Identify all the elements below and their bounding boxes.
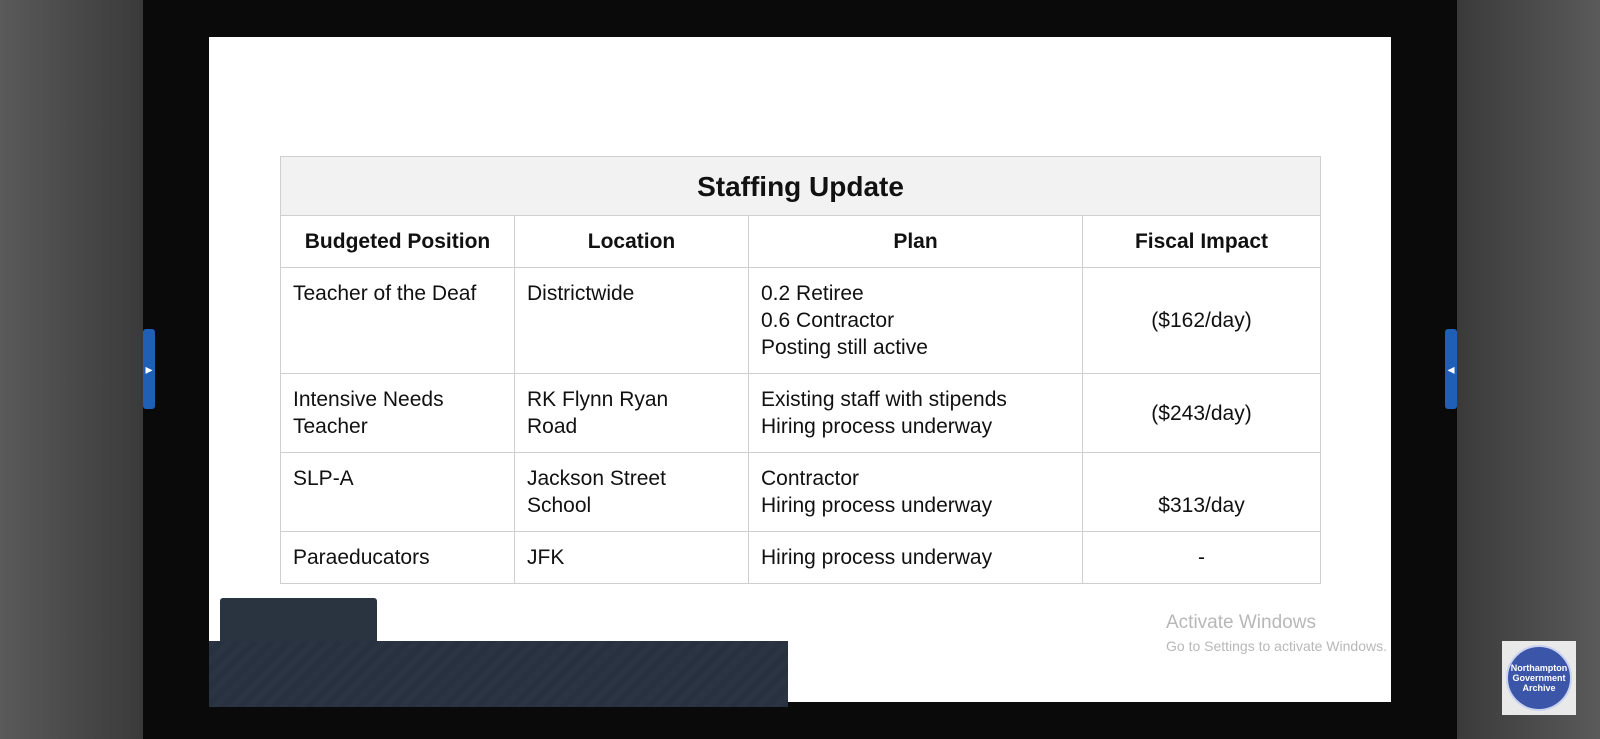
cell-line: School xyxy=(527,494,592,517)
cell-line: Teacher of the Deaf xyxy=(293,282,477,305)
fiscal-cell xyxy=(1083,374,1321,453)
position-cell xyxy=(281,374,515,453)
plan-cell xyxy=(749,532,1083,584)
fiscal-cell xyxy=(1083,268,1321,374)
logo-line: Archive xyxy=(1522,683,1556,693)
position-cell xyxy=(281,532,515,584)
header-budgeted-position: Budgeted Position xyxy=(281,216,515,268)
cell-line: RK Flynn Ryan xyxy=(527,388,669,411)
prev-slide-button[interactable] xyxy=(143,329,155,409)
cell-line: Road xyxy=(527,415,578,438)
right-backdrop xyxy=(1457,0,1600,739)
logo-line: Government xyxy=(1512,673,1566,683)
cell-line: ($243/day) xyxy=(1151,401,1252,425)
location-cell xyxy=(515,268,749,374)
cell-line: JFK xyxy=(527,546,565,569)
header-row xyxy=(281,216,1321,268)
cell-line: Districtwide xyxy=(527,282,635,305)
fiscal-cell xyxy=(1083,532,1321,584)
logo-line: Northampton xyxy=(1510,663,1568,673)
caption-tab xyxy=(220,598,377,643)
table-row xyxy=(281,453,1321,532)
cell-line: SLP-A xyxy=(293,467,354,490)
location-cell xyxy=(515,453,749,532)
table-row xyxy=(281,374,1321,453)
cell-line: 0.6 Contractor xyxy=(761,309,895,332)
cell-line: - xyxy=(1198,546,1205,569)
cell-line: 0.2 Retiree xyxy=(761,282,864,305)
position-cell xyxy=(281,268,515,374)
cell-line: Intensive Needs xyxy=(293,388,444,411)
location-cell xyxy=(515,532,749,584)
header-fiscal-impact: Fiscal Impact xyxy=(1083,216,1321,268)
location-cell xyxy=(515,374,749,453)
cell-line: Posting still active xyxy=(761,336,928,359)
cell-line: Contractor xyxy=(761,467,860,490)
plan-cell xyxy=(749,374,1083,453)
chevron-left-icon: ◂ xyxy=(1447,361,1455,377)
fiscal-cell xyxy=(1083,453,1321,532)
cell-line: Existing staff with stipends xyxy=(761,388,1007,411)
cell-line: Paraeducators xyxy=(293,546,430,569)
position-cell xyxy=(281,453,515,532)
chevron-right-icon: ▸ xyxy=(145,361,153,377)
cell-line: Teacher xyxy=(293,415,368,438)
staffing-table xyxy=(280,156,1321,584)
cell-line: $313/day xyxy=(1158,494,1245,517)
cell-line: ($162/day) xyxy=(1151,309,1252,332)
header-plan: Plan xyxy=(749,216,1083,268)
watermark-title: Activate Windows xyxy=(1166,612,1316,633)
table-row xyxy=(281,532,1321,584)
left-backdrop xyxy=(0,0,143,739)
header-location: Location xyxy=(515,216,749,268)
plan-cell xyxy=(749,268,1083,374)
plan-cell xyxy=(749,453,1083,532)
next-slide-button[interactable] xyxy=(1445,329,1457,409)
activate-windows-watermark xyxy=(1166,612,1387,654)
watermark-subtitle: Go to Settings to activate Windows. xyxy=(1166,638,1387,654)
cell-line: Jackson Street xyxy=(527,467,666,490)
logo-seal xyxy=(1506,645,1572,711)
archive-logo xyxy=(1502,641,1576,715)
cell-line: Hiring process underway xyxy=(761,415,993,438)
cell-line: Hiring process underway xyxy=(761,546,993,569)
caption-bar xyxy=(209,641,788,707)
table-row xyxy=(281,268,1321,374)
cell-line: Hiring process underway xyxy=(761,494,993,517)
table-title: Staffing Update xyxy=(281,157,1321,216)
